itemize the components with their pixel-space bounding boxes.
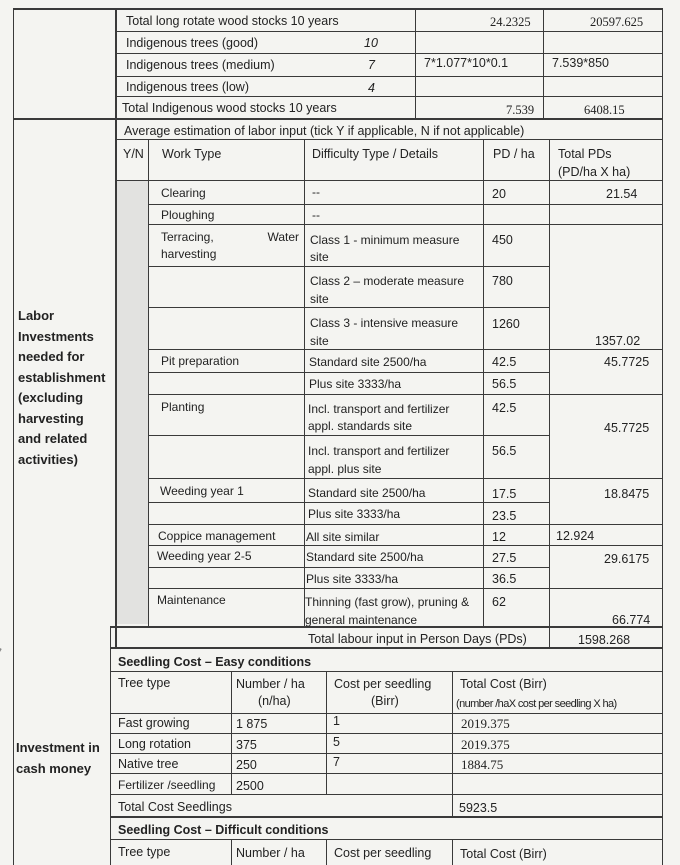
row-planting-pd: 42.5 <box>492 401 517 415</box>
row-planting-detail-a: Incl. transport and fertilizer <box>308 402 450 416</box>
row-class3-detail-a: Class 3 - intensive measure <box>310 316 459 330</box>
indigenous-medium-calc2: 7.539*850 <box>552 56 610 70</box>
difficult-header-tree-type: Tree type <box>118 845 171 859</box>
row-weeding25-plus-pd: 36.5 <box>492 572 517 586</box>
row-planting-plus-pd: 56.5 <box>492 444 517 458</box>
row-maintenance-total: 66.774 <box>612 613 651 627</box>
header-number: Number / ha <box>236 677 305 691</box>
row-long-number: 375 <box>236 738 257 752</box>
row-pit-plus-pd: 56.5 <box>492 377 517 391</box>
row-class2-pd: 780 <box>492 274 513 288</box>
difficult-header-total: Total Cost (Birr) <box>460 847 547 861</box>
row-class3-detail-b: site <box>310 334 329 348</box>
row-fertilizer-type: Fertilizer /seedling <box>118 778 216 792</box>
row-long-cost: 5 <box>333 735 340 749</box>
indigenous-medium-value: 7 <box>368 58 375 72</box>
row-terracing-work-line2: harvesting <box>161 247 217 261</box>
header-yn: Y/N <box>123 147 144 161</box>
row-weeding25-pd: 27.5 <box>492 551 517 565</box>
row-terracing-work-line1 <box>161 229 299 245</box>
indigenous-total-value-a: 7.539 <box>506 103 535 117</box>
water-word: Water <box>267 230 299 244</box>
row-clearing-work: Clearing <box>161 186 206 200</box>
row-native-total: 1884.75 <box>461 757 504 772</box>
header-work-type: Work Type <box>162 147 222 161</box>
row-pit-total: 45.7725 <box>604 355 650 369</box>
header-tree-type: Tree type <box>118 676 171 690</box>
investment-side-line-1: Investment in <box>16 740 100 755</box>
labor-total-label: Total labour input in Person Days (PDs) <box>308 632 527 646</box>
row-native-type: Native tree <box>118 757 179 771</box>
seedlings-total-value: 5923.5 <box>459 801 498 815</box>
row-maintenance-pd: 62 <box>492 595 506 609</box>
row-class2-detail-b: site <box>310 292 329 306</box>
row-long-type: Long rotation <box>118 737 191 751</box>
indigenous-good-value: 10 <box>364 36 378 50</box>
labor-side-line-7: and related <box>18 431 88 446</box>
header-cost: Cost per seedling <box>334 677 432 691</box>
row-class2-detail-a: Class 2 – moderate measure <box>310 274 465 288</box>
row-planting-work: Planting <box>161 400 205 414</box>
row-clearing-total: 21.54 <box>606 187 638 201</box>
indigenous-good-label: Indigenous trees (good) <box>126 36 259 50</box>
header-difficulty: Difficulty Type / Details <box>312 147 438 161</box>
row-clearing-detail: -- <box>312 185 320 199</box>
row-pit-pd: 42.5 <box>492 355 517 369</box>
row-fast-total: 2019.375 <box>461 716 510 731</box>
terracing-word: Terracing, <box>161 230 214 244</box>
row-weeding25-plus-detail: Plus site 3333/ha <box>306 572 399 586</box>
row-pit-detail: Standard site 2500/ha <box>309 355 427 369</box>
row-coppice-work: Coppice management <box>158 529 276 543</box>
labor-side-line-4: establishment <box>18 369 106 385</box>
row-maintenance-work: Maintenance <box>157 593 226 607</box>
header-total: Total PDs <box>558 147 612 161</box>
row-terracing-detail-b: site <box>310 250 329 264</box>
long-rotate-value-b: 20597.625 <box>590 15 644 29</box>
long-rotate-label: Total long rotate wood stocks 10 years <box>126 14 339 28</box>
indigenous-low-label: Indigenous trees (low) <box>126 80 249 94</box>
row-terracing-detail-a: Class 1 - minimum measure <box>310 233 460 247</box>
row-weeding1-work: Weeding year 1 <box>160 484 244 498</box>
header-total-sub: (PD/ha X ha) <box>558 165 631 179</box>
difficult-header-number: Number / ha <box>236 846 305 860</box>
difficult-conditions-title: Seedling Cost – Difficult conditions <box>118 823 329 837</box>
row-weeding25-work: Weeding year 2-5 <box>157 549 252 563</box>
row-planting-plus-detail-b: appl. plus site <box>308 462 382 476</box>
row-native-cost: 7 <box>333 755 340 769</box>
row-weeding1-total: 18.8475 <box>604 487 650 501</box>
header-cost-sub: (Birr) <box>371 694 399 708</box>
row-terracing-pd: 450 <box>492 233 513 247</box>
labor-side-line-6: harvesting <box>18 410 84 426</box>
row-weeding1-plus-detail: Plus site 3333/ha <box>308 507 401 521</box>
row-fast-cost: 1 <box>333 714 340 728</box>
row-pit-work: Pit preparation <box>161 354 240 368</box>
difficult-header-cost: Cost per seedling <box>334 846 432 860</box>
row-long-total: 2019.375 <box>461 737 510 752</box>
easy-conditions-title: Seedling Cost – Easy conditions <box>118 655 312 669</box>
labor-total-value: 1598.268 <box>578 633 631 647</box>
investment-side-line-2: cash money <box>16 761 92 776</box>
row-weeding25-total: 29.6175 <box>604 552 650 566</box>
row-ploughing-work: Ploughing <box>161 208 215 222</box>
header-number-sub: (n/ha) <box>258 694 291 708</box>
investment-side-label <box>16 737 100 779</box>
labor-side-line-8: activities) <box>18 451 78 467</box>
labor-side-line-3: needed for <box>18 349 85 364</box>
indigenous-medium-label: Indigenous trees (medium) <box>126 58 275 72</box>
row-weeding1-plus-pd: 23.5 <box>492 509 517 523</box>
row-ploughing-detail: -- <box>312 208 320 222</box>
row-coppice-pd: 12 <box>492 530 506 544</box>
long-rotate-value-a: 24.2325 <box>490 15 531 29</box>
indigenous-medium-calc1: 7*1.077*10*0.1 <box>424 56 509 70</box>
row-fast-number: 1 875 <box>236 717 268 731</box>
row-maintenance-detail-a: Thinning (fast grow), pruning & <box>305 595 470 609</box>
row-maintenance-detail-b: general maintenance <box>305 613 418 627</box>
row-planting-detail-b: appl. standards site <box>308 419 413 433</box>
row-clearing-pd: 20 <box>492 187 506 201</box>
header-total-cost: Total Cost (Birr) <box>460 677 547 691</box>
labor-side-label <box>18 306 105 470</box>
row-planting-plus-detail-a: Incl. transport and fertilizer <box>308 444 450 458</box>
row-planting-total: 45.7725 <box>604 421 650 435</box>
header-pd-ha: PD / ha <box>493 147 535 161</box>
indigenous-total-value-b: 6408.15 <box>584 103 625 117</box>
row-coppice-total: 12.924 <box>556 529 595 543</box>
row-class3-pd: 1260 <box>492 317 520 331</box>
row-weeding1-pd: 17.5 <box>492 487 517 501</box>
row-weeding25-detail: Standard site 2500/ha <box>306 550 424 564</box>
row-fertilizer-number: 2500 <box>236 779 264 793</box>
row-coppice-detail: All site similar <box>306 530 380 544</box>
labor-intro: Average estimation of labor input (tick Y if applicable, N if not applicable) <box>124 124 525 138</box>
row-native-number: 250 <box>236 758 257 772</box>
indigenous-total-label: Total Indigenous wood stocks 10 years <box>122 101 337 115</box>
row-pit-plus-detail: Plus site 3333/ha <box>309 377 402 391</box>
row-weeding1-detail: Standard site 2500/ha <box>308 486 426 500</box>
labor-side-line-2: Investments <box>18 328 94 344</box>
row-class3-total: 1357.02 <box>595 334 641 348</box>
indigenous-low-value: 4 <box>368 81 375 95</box>
header-total-cost-sub: (number /haX cost per seedling X ha) <box>456 698 617 710</box>
labor-side-line-5: (excluding <box>18 390 84 405</box>
row-fast-type: Fast growing <box>118 716 190 730</box>
labor-side-line-1: Labor <box>18 308 55 323</box>
seedlings-total-label: Total Cost Seedlings <box>118 800 232 814</box>
